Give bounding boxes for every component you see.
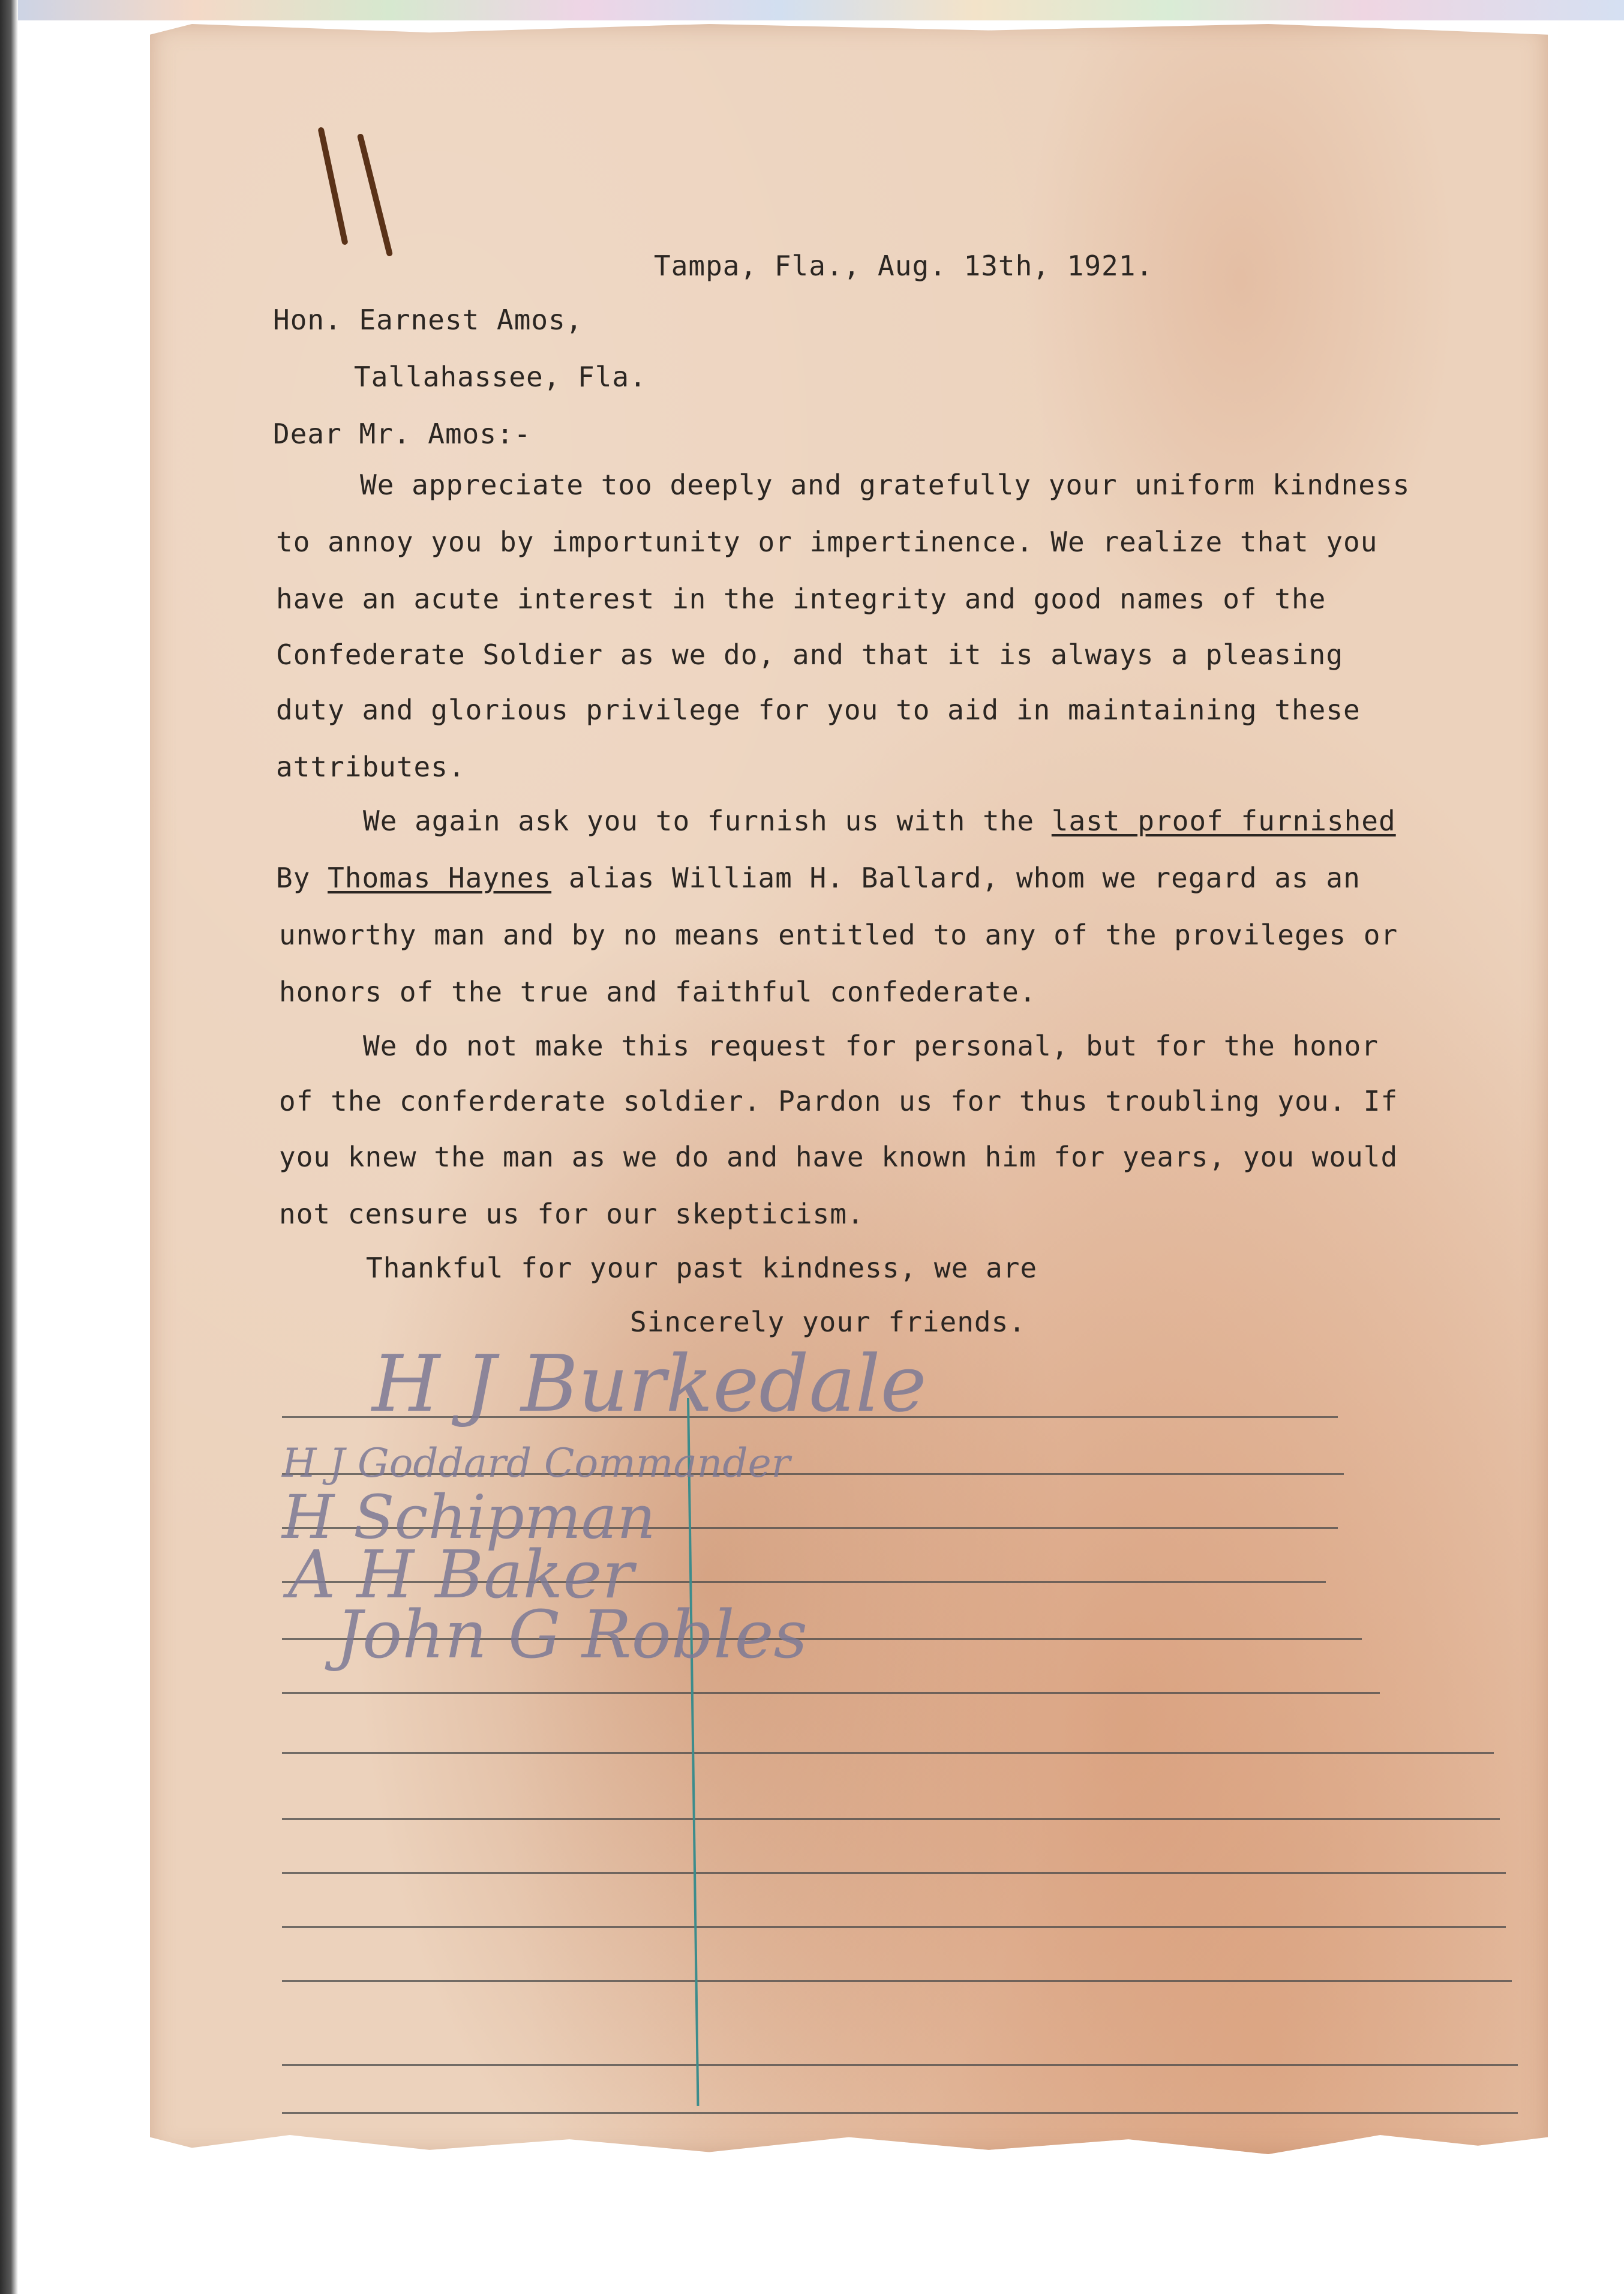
paragraph-2-line: honors of the true and faithful confederate. [279,976,1037,1008]
ruled-line [282,2112,1518,2114]
paragraph-2-line [363,807,1396,835]
ruled-line [282,1980,1512,1982]
ruled-line [282,1818,1500,1820]
ruled-line [282,1926,1506,1928]
paragraph-1-line: duty and glorious privilege for you to aid in maintaining these [276,694,1361,726]
paragraph-1-line: Confederate Soldier as we do, and that it is always a pleasing [276,638,1344,671]
signature: A H Baker [288,1536,634,1613]
paragraph-3-line: not censure us for our skepticism. [279,1198,864,1230]
ruled-line [282,1752,1494,1754]
paragraph-2-line: unworthy man and by no means entitled to any of the provileges or [279,919,1398,951]
signature: H Schipman [282,1482,656,1552]
letter-date: Tampa, Fla., Aug. 13th, 1921. [654,250,1154,282]
paragraph-1-line: have an acute interest in the integrity and good names of the [276,583,1326,615]
paragraph-1-line: We appreciate too deeply and gratefully your uniform kindness [360,469,1410,501]
closing-line: Thankful for your past kindness, we are [366,1252,1038,1284]
paragraph-3-line: We do not make this request for personal, but for the honor [363,1030,1379,1062]
paragraph-1-line: to annoy you by importunity or impertinence. We realize that you [276,526,1378,558]
paragraph-2-text: By [276,862,328,894]
signature: H J Goddard Commander [282,1440,791,1486]
closing-signoff: Sincerely your friends. [630,1306,1026,1338]
paragraph-1-line: attributes. [276,751,466,783]
scanner-edge [0,0,18,2294]
underlined-name: Thomas Haynes [328,862,552,894]
ruled-line [282,1872,1506,1874]
underlined-phrase: last proof furnished [1051,805,1396,837]
scanner-color-strip [0,0,1624,20]
ruled-line [282,1692,1380,1694]
salutation: Dear Mr. Amos:- [273,418,532,450]
ruled-line [282,2064,1518,2066]
recipient-name: Hon. Earnest Amos, [273,304,583,336]
paragraph-3-line: you knew the man as we do and have known him for years, you would [279,1141,1398,1173]
paragraph-2-line [276,864,1361,892]
signature: John G Robles [336,1596,808,1673]
paragraph-2-text: We again ask you to furnish us with the [363,805,1052,837]
paragraph-2-text: alias William H. Ballard, whom we regard as an [551,862,1361,894]
recipient-city: Tallahassee, Fla. [354,361,647,393]
signature: H J Burkedale [372,1338,927,1429]
paragraph-3-line: of the conferderate soldier. Pardon us for thus troubling you. If [279,1085,1398,1117]
